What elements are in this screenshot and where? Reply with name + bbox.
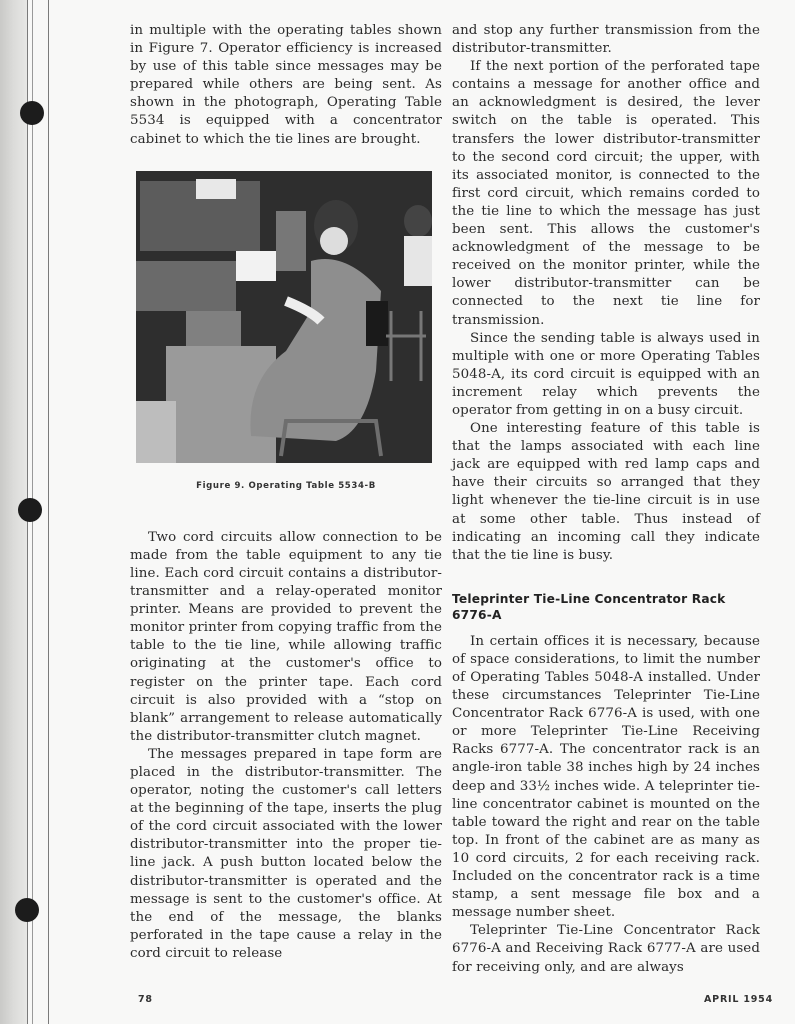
issue-date: APRIL 1954 xyxy=(704,994,773,1005)
paragraph: and stop any further transmission from the distributor-transmitter. xyxy=(452,23,760,57)
paragraph: In certain offices it is necessary, because of space considerations, to limit the number of Operating Tables 5048-A installed. Under these circumstances Teleprinter Tie-Line Concentrator Rack 6776-A is used, with one or more Teleprinter Tie-Line Receiving Racks 6777-A. The concentrator rack is an angle-iron table 38 inches high by 24 inches deep and 33½ inches wide. A teleprinter tie-line concentrator cabinet is mounted on the table toward the right and rear on the table top. In front of the cabinet are as many as 10 cord circuits, 2 for each receiving rack. Included on the concentrator rack is a time stamp, a sent message file box and a message number sheet. xyxy=(452,633,760,921)
page-number: 78 xyxy=(138,994,153,1005)
paragraph: Teleprinter Tie-Line Concentrator Rack 6776-A and Receiving Rack 6777-A are used for receiving only, and are always xyxy=(452,923,760,975)
punch-hole xyxy=(18,498,42,522)
left-column xyxy=(130,22,442,963)
paragraph: The messages prepared in tape form are placed in the distributor-transmitter. The operator, noting the customer's call letters at the beginning of the tape, inserts the plug of the cord circuit associated with the lower distributor-transmitter into the proper tie-line jack. A push button located below the distributor-transmitter is operated and the message is sent to the customer's office. At the end of the message, the blanks perforated in the tape cause a relay in the cord circuit to release xyxy=(130,746,442,961)
operator-photo-illustration xyxy=(136,171,432,463)
paragraph: Two cord circuits allow connection to be made from the table equipment to any tie line. Each cord circuit contains a distributor-transmitter and a relay-operated monitor printer. Means are provided to prevent the monitor printer from copying traffic from the table to the tie line, while allowing traffic originating at the customer's office to register on the printer tape. Each cord circuit is also provided with a “stop on blank” arrangement to release automatically the distributor-transmitter clutch magnet. xyxy=(130,529,442,744)
right-column xyxy=(452,22,760,977)
paragraph: If the next portion of the perforated tape contains a message for another office and an acknowledgment is desired, the lever switch on the table is operated. This transfers the lower distributor-transmitter to the second cord circuit; the upper, with its associated monitor, is connected to the first cord circuit, which remains corded to the tie line to which the message has just been sent. This allows the customer's acknowledgment of the message to be received on the monitor printer, while the lower distributor-transmitter can be connected to the next tie line for transmission. xyxy=(452,59,760,328)
punch-hole xyxy=(20,101,44,125)
paragraph: Since the sending table is always used in multiple with one or more Operating Tables 5048-A, its cord circuit is equipped with an increment relay which prevents the operator from getting in on a busy circuit. xyxy=(452,330,760,418)
paragraph: in multiple with the operating tables shown in Figure 7. Operator efficiency is increased by use of this table since messages may be prepared while others are being sent. As shown in the photograph, Operating Table 5534 is equipped with a concentrator cabinet to which the tie lines are brought. xyxy=(130,23,442,147)
page-edge-line xyxy=(48,0,49,1024)
figure-photo xyxy=(136,171,432,463)
punch-hole xyxy=(15,898,39,922)
paragraph: One interesting feature of this table is that the lamps associated with each line jack are equipped with red lamp caps and have their circuits so arranged that they light whenever the tie-line circuit is in use at some other table. Thus instead of indicating an incoming call they indicate that the tie line is busy. xyxy=(452,421,760,563)
section-heading: Teleprinter Tie-Line Concentrator Rack 6776-A xyxy=(452,591,726,622)
figure-caption: Figure 9. Operating Table 5534-B xyxy=(196,480,376,491)
